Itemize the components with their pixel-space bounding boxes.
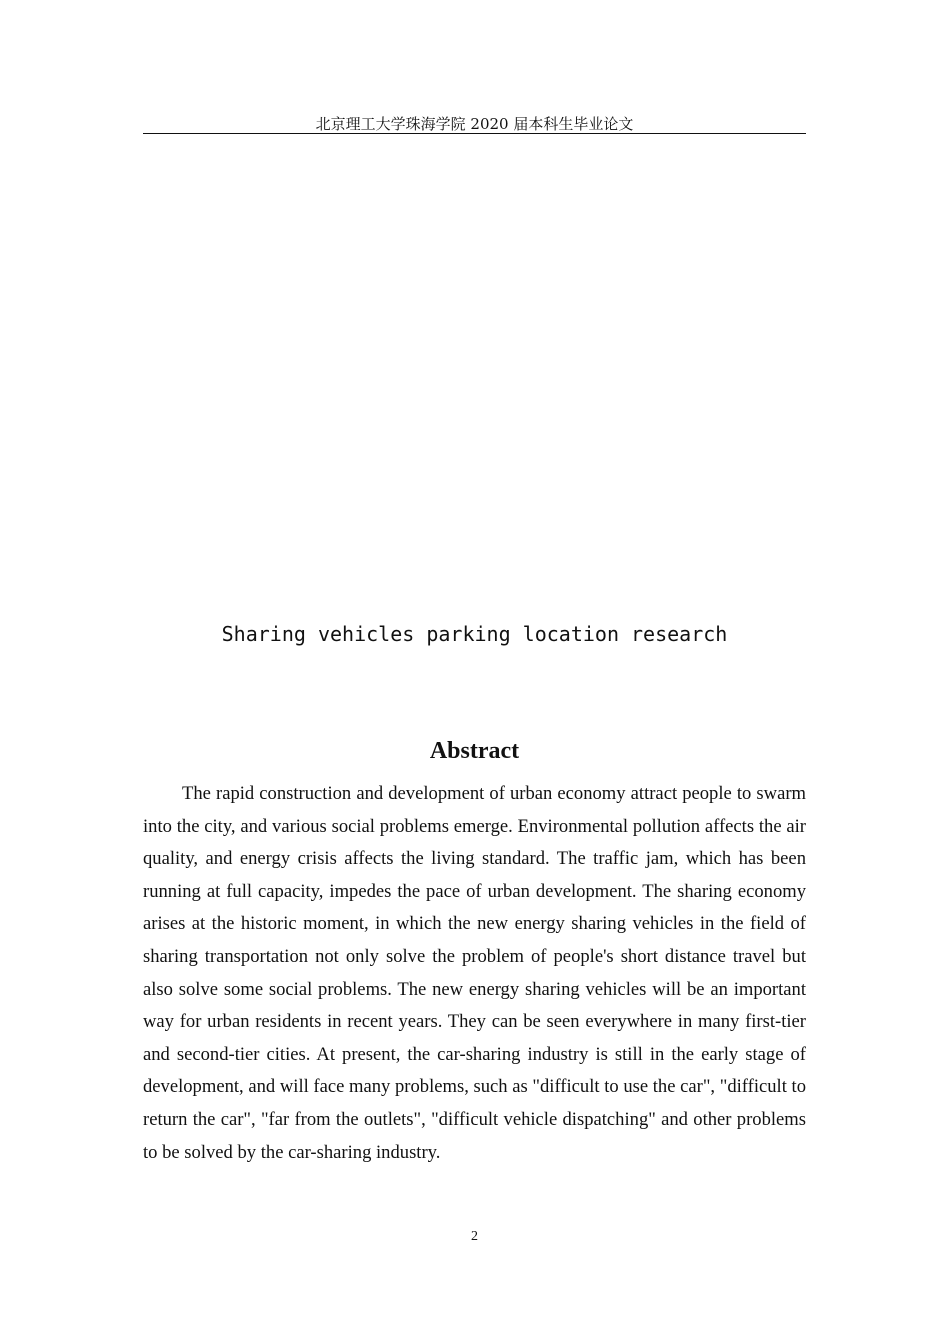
abstract-body: The rapid construction and development of urban economy attract people to swarm into the city, and various social problems emerge. Environmental pollution affects the air quality, and energy crisis affects the living standard. The traffic jam, which has been running at full capacity, impedes the pace of urban development. The sharing economy arises at the historic moment, in which the new energy sharing vehicles in the field of sharing transportation not only solve the problem of people's short distance travel but also solve some social problems. The new energy sharing vehicles will be an important way for urban residents in recent years. They can be seen everywhere in many first-tier and second-tier cities. At present, the car-sharing industry is still in the early stage of development, and will face many problems, such as "difficult to use the car", "difficult to return the car", "far from the outlets", "difficult vehicle dispatching" and other problems to be solved by the car-sharing industry. (143, 783, 806, 1163)
abstract-heading: Abstract (429, 738, 520, 764)
header-rule (143, 133, 806, 134)
page-number: 2 (471, 1229, 478, 1244)
page-header: 北京理工大学珠海学院 2020 届本科生毕业论文 (315, 115, 634, 133)
paper-title: Sharing vehicles parking location research (221, 622, 728, 646)
